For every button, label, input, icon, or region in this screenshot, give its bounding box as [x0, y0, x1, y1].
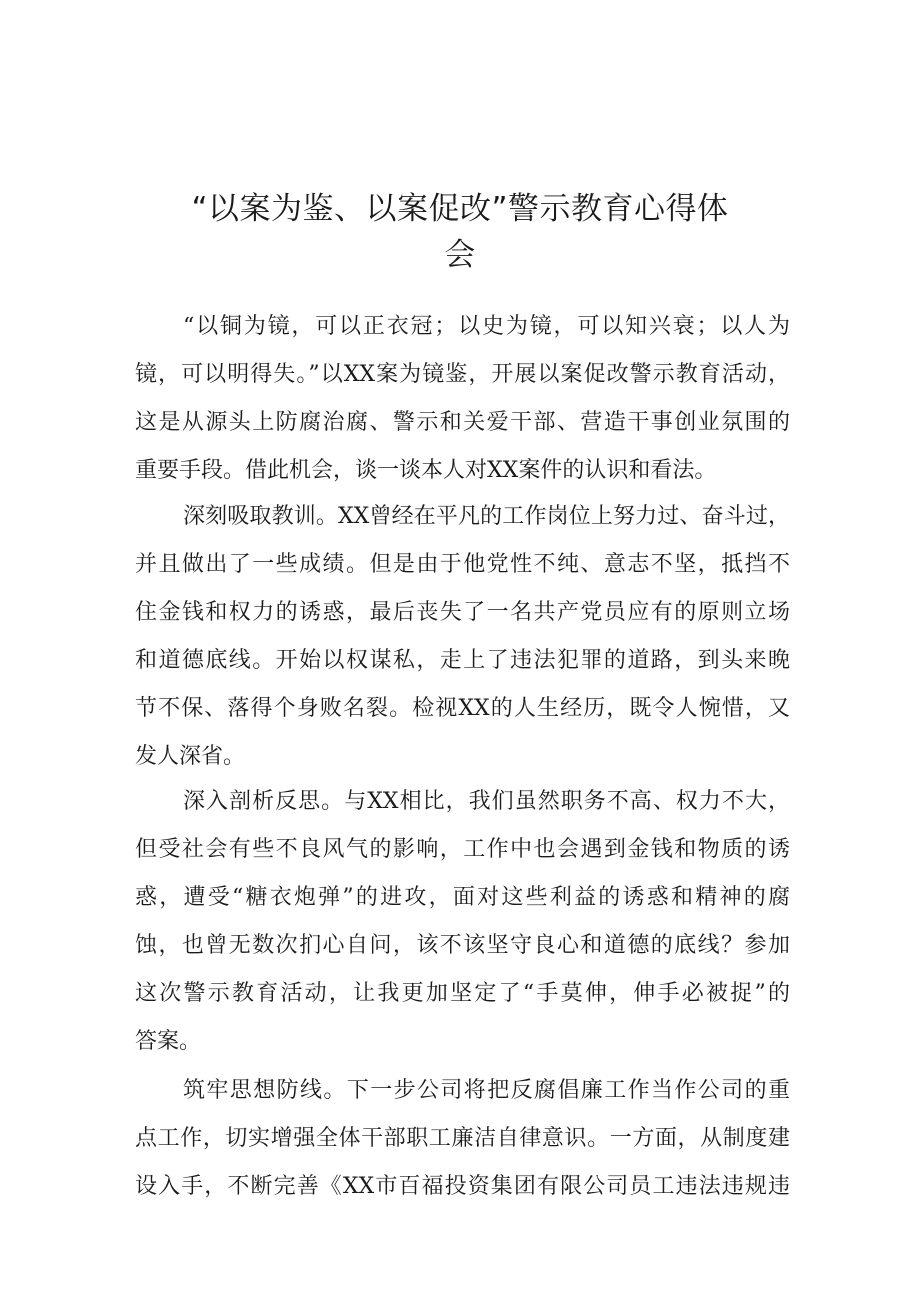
paragraph-line: 并且做出了一些成绩。但是由于他党性不纯、意志不坚，抵挡不: [135, 552, 790, 577]
paragraph-line: 但受社会有些不良风气的影响，工作中也会遇到金钱和物质的诱: [135, 837, 790, 862]
paragraph-line: 设入手，不断完善《XX市百福投资集团有限公司员工违法违规违: [135, 1174, 790, 1199]
paragraph-line: 这次警示教育活动，让我更加坚定了“手莫伸，伸手必被捉”的: [135, 981, 790, 1006]
paragraph-line: 这是从源头上防腐治腐、警示和关爱干部、营造干事创业氛围的: [135, 410, 790, 435]
paragraph-line: 深刻吸取教训。XX曾经在平凡的工作岗位上努力过、奋斗过，: [183, 504, 790, 529]
paragraph-line: 蚀，也曾无数次扪心自问，该不该坚守良心和道德的底线？参加: [135, 933, 790, 958]
paragraph-line: 点工作，切实增强全体干部职工廉洁自律意识。一方面，从制度建: [135, 1126, 790, 1151]
paragraph-line: 镜，可以明得失。”以XX案为镜鉴，开展以案促改警示教育活动，: [135, 362, 790, 387]
paragraph-line: “以铜为镜，可以正衣冠；以史为镜，可以知兴衰；以人为: [183, 314, 790, 339]
paragraph-line: 和道德底线。开始以权谋私，走上了违法犯罪的道路，到头来晚: [135, 648, 790, 673]
paragraph-line: 重要手段。借此机会，谈一谈本人对XX案件的认识和看法。: [135, 458, 717, 483]
paragraph-line: 发人深省。: [135, 744, 246, 769]
paragraph-line: 惑，遭受“糖衣炮弹”的进攻，面对这些利益的诱惑和精神的腐: [135, 885, 790, 910]
paragraph-line: 深入剖析反思。与XX相比，我们虽然职务不高、权力不大，: [183, 789, 790, 814]
document-title: [140, 186, 780, 278]
title-line-2: 会: [444, 236, 476, 273]
paragraph-line: 筑牢思想防线。下一步公司将把反腐倡廉工作当作公司的重: [183, 1078, 790, 1103]
paragraph-line: 答案。: [135, 1029, 202, 1054]
paragraph-line: 节不保、落得个身败名裂。检视XX的人生经历，既令人惋惜，又: [135, 696, 790, 721]
title-line-1: “以案为鉴、以案促改”警示教育心得体: [191, 190, 729, 227]
paragraph-line: 住金钱和权力的诱惑，最后丧失了一名共产党员应有的原则立场: [135, 600, 790, 625]
